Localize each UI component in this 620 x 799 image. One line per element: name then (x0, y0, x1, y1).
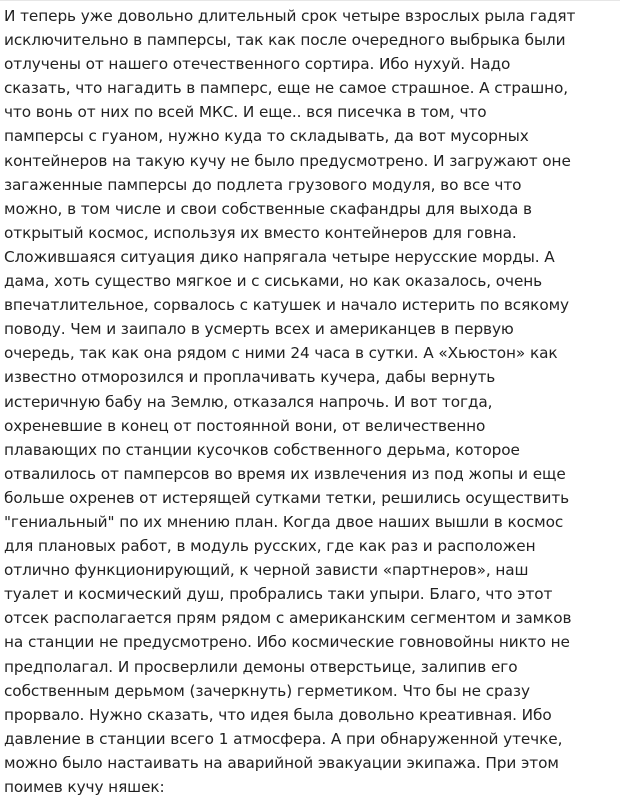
text-line: отвалилось от памперсов во время их извлечения из под жопы и еще (4, 464, 566, 483)
text-line: И теперь уже довольно длительный срок четыре взрослых рыла гадят (4, 7, 576, 25)
text-line: прорвало. Нужно сказать, что идея была довольно креативная. Ибо (4, 705, 552, 724)
text-line: сказать, что нагадить в памперс, еще не самое страшное. А страшно, (4, 79, 569, 98)
text-line: больше охренев от истерящей сутками тетки, решились осуществить (4, 488, 570, 507)
text-line: истеричную бабу на Землю, отказался напрочь. И вот тогда, (4, 392, 493, 411)
text-line: очередь, так как она рядом с ними 24 часа в сутки. А «Хьюстон» как (4, 344, 558, 363)
text-line: исключительно в памперсы, так как после очередного выбрыка были (4, 31, 566, 50)
text-line: отлично функционирующий, к черной зависти «партнеров», наш (4, 561, 529, 580)
text-line: предполагал. И просверлили демоны отверстьице, залипив его (4, 657, 518, 676)
text-line: загаженные памперсы до подлета грузового модуля, во все что (4, 175, 522, 194)
text-line: отсек располагается прям рядом с американским сегментом и замков (4, 609, 572, 628)
text-line: дама, хоть существо мягкое и с сиськами, но как оказалось, очень (4, 272, 543, 291)
text-line: туалет и космический душ, пробрались таки упыри. Благо, что этот (4, 585, 553, 604)
text-line: впечатлительное, сорвалось с катушек и начало истерить по всякому (4, 296, 569, 315)
text-line: отлучены от нашего отечественного сортира. Ибо нухуй. Надо (4, 55, 511, 74)
text-line: охреневшие в конец от постоянной вони, от величественно (4, 416, 486, 435)
text-line: контейнеров на такую кучу не было предусмотрено. И загружают оне (4, 151, 571, 170)
text-line: поводу. Чем и заипало в усмерть всех и американцев в первую (4, 320, 514, 339)
text-line: для плановых работ, в модуль русских, где как раз и расположен (4, 537, 536, 556)
text-line: памперсы с гуаном, нужно куда то складывать, да вот мусорных (4, 127, 529, 146)
text-line: известно отморозился и проплачивать кучера, дабы вернуть (4, 368, 496, 387)
text-line: плавающих по станции кусочков собственного дерьма, которое (4, 440, 520, 459)
text-line: давление в станции всего 1 атмосфера. А при обнаруженной утечке, (4, 729, 563, 748)
text-line: "гениальный" по их мнению план. Когда двое наших вышли в космос (4, 512, 564, 531)
text-line: открытый космос, используя их вместо контейнеров для говна. (4, 223, 517, 242)
text-line: Сложившаяся ситуация дико напрягала четыре нерусские морды. А (4, 247, 555, 266)
text-line: собственным дерьмом (зачеркнуть) герметиком. Что бы не сразу (4, 681, 530, 700)
article-text (4, 4, 616, 799)
text-line: можно, в том числе и свои собственные скафандры для выхода в (4, 199, 532, 218)
text-line: поимев кучу няшек: (4, 778, 165, 796)
text-line: что вонь от них по всей МКС. И еще.. вся писечка в том, что (4, 103, 487, 122)
text-line: можно было настаивать на аварийной эвакуации экипажа. При этом (4, 753, 559, 772)
text-line: на станции не предусмотрено. Ибо космические говновойны никто не (4, 633, 570, 652)
